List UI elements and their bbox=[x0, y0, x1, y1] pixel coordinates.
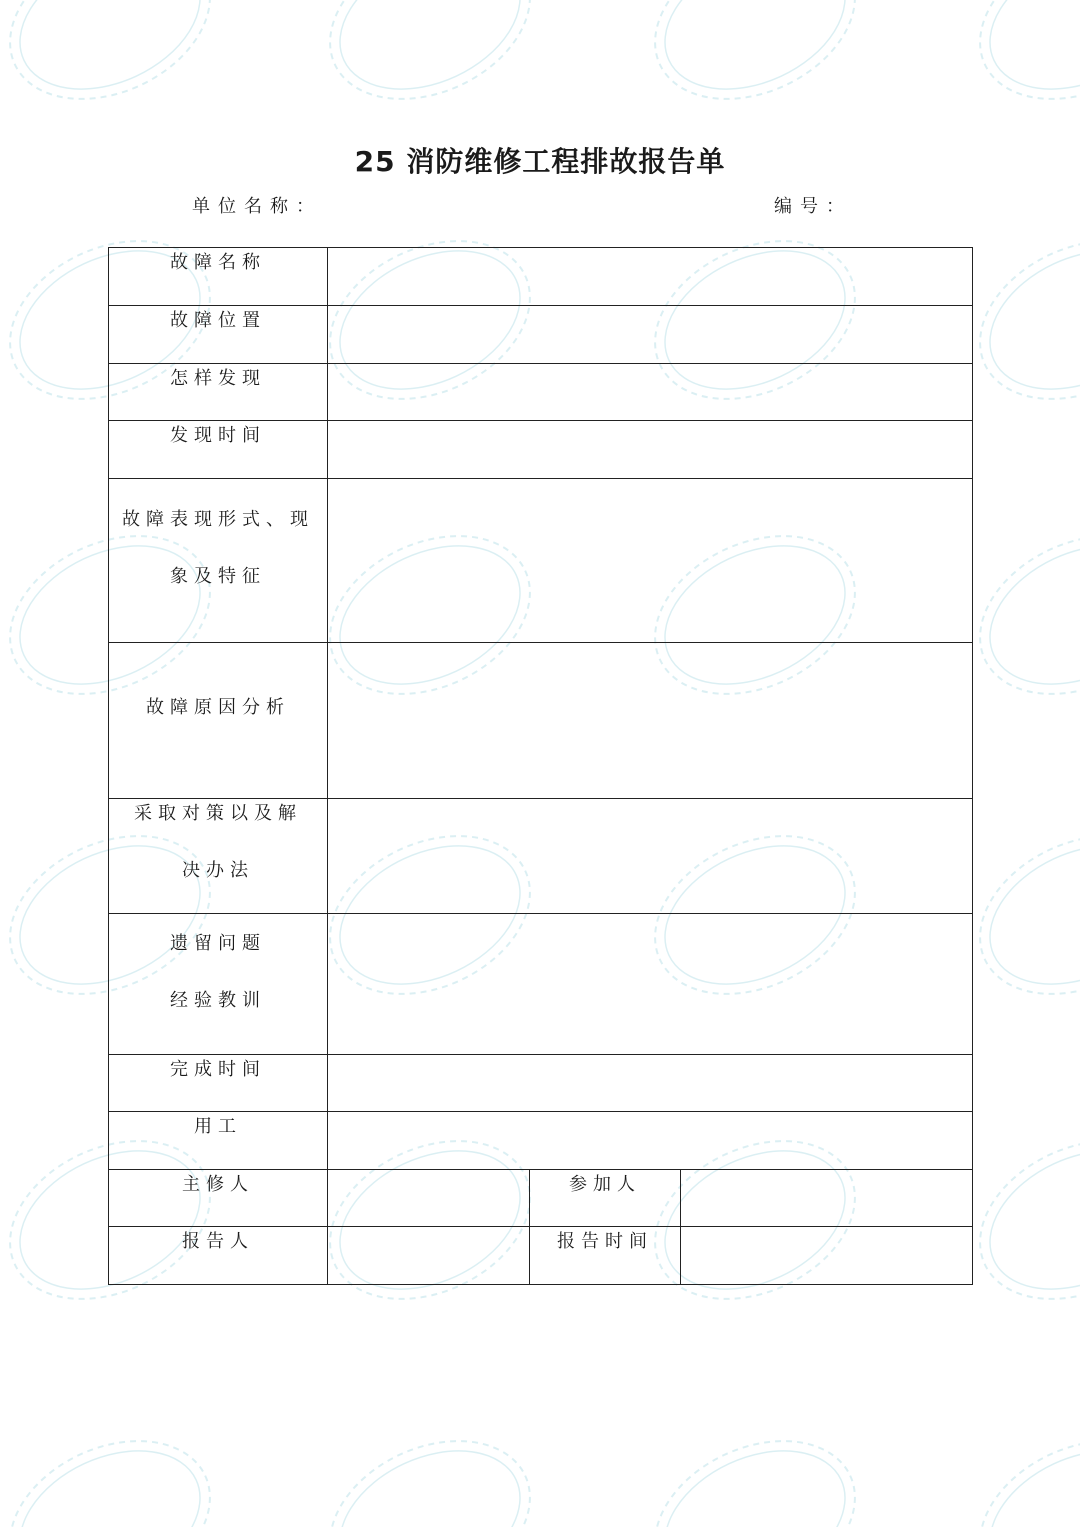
report-time-field[interactable] bbox=[681, 1227, 973, 1285]
found-time-field[interactable] bbox=[328, 421, 973, 479]
fault-location-label: 故障位置 bbox=[170, 310, 266, 331]
fault-name-field[interactable] bbox=[328, 248, 973, 306]
complete-time-field[interactable] bbox=[328, 1055, 973, 1112]
issues-field[interactable] bbox=[328, 914, 973, 1055]
complete-time-label: 完成时间 bbox=[170, 1059, 266, 1080]
symptom-label-line1: 故障表现形式、现 bbox=[122, 509, 314, 530]
watermark-stamp bbox=[954, 0, 1080, 130]
watermark-stamp bbox=[304, 0, 555, 130]
watermark-stamp bbox=[954, 210, 1080, 429]
participant-field[interactable] bbox=[681, 1170, 973, 1227]
participant-label: 参加人 bbox=[569, 1174, 641, 1195]
repairer-field[interactable] bbox=[328, 1170, 530, 1227]
serial-number-label: 编号： bbox=[774, 196, 852, 217]
reporter-label: 报告人 bbox=[182, 1231, 254, 1252]
reporter-field[interactable] bbox=[328, 1227, 530, 1285]
fault-report-table bbox=[108, 247, 973, 1285]
labor-field[interactable] bbox=[328, 1112, 973, 1170]
issues-label-line1: 遗留问题 bbox=[170, 933, 266, 954]
watermark-stamp bbox=[954, 1110, 1080, 1329]
symptom-label-line2: 象及特征 bbox=[170, 566, 266, 587]
measures-label-line2: 决办法 bbox=[182, 860, 254, 881]
fault-name-label: 故障名称 bbox=[170, 252, 266, 273]
watermark-stamp bbox=[954, 505, 1080, 724]
fault-location-field[interactable] bbox=[328, 306, 973, 364]
repairer-label: 主修人 bbox=[182, 1174, 254, 1195]
cause-analysis-field[interactable] bbox=[328, 643, 973, 799]
watermark-stamp bbox=[954, 805, 1080, 1024]
watermark-stamp bbox=[304, 1410, 555, 1527]
watermark-stamp bbox=[0, 1410, 236, 1527]
how-found-field[interactable] bbox=[328, 364, 973, 421]
page-title: 25 消防维修工程排故报告单 bbox=[354, 145, 726, 178]
watermark-stamp bbox=[629, 1410, 880, 1527]
unit-name-label: 单位名称： bbox=[192, 196, 322, 217]
cause-analysis-label: 故障原因分析 bbox=[146, 697, 290, 718]
report-time-label: 报告时间 bbox=[557, 1231, 653, 1252]
watermark-stamp bbox=[954, 1410, 1080, 1527]
measures-label-line1: 采取对策以及解 bbox=[134, 803, 302, 824]
how-found-label: 怎样发现 bbox=[170, 368, 266, 389]
symptom-field[interactable] bbox=[328, 479, 973, 643]
measures-field[interactable] bbox=[328, 799, 973, 914]
labor-label: 用工 bbox=[194, 1116, 242, 1137]
watermark-stamp bbox=[629, 0, 880, 130]
watermark-stamp bbox=[0, 0, 236, 130]
found-time-label: 发现时间 bbox=[170, 425, 266, 446]
issues-label-line2: 经验教训 bbox=[170, 990, 266, 1011]
